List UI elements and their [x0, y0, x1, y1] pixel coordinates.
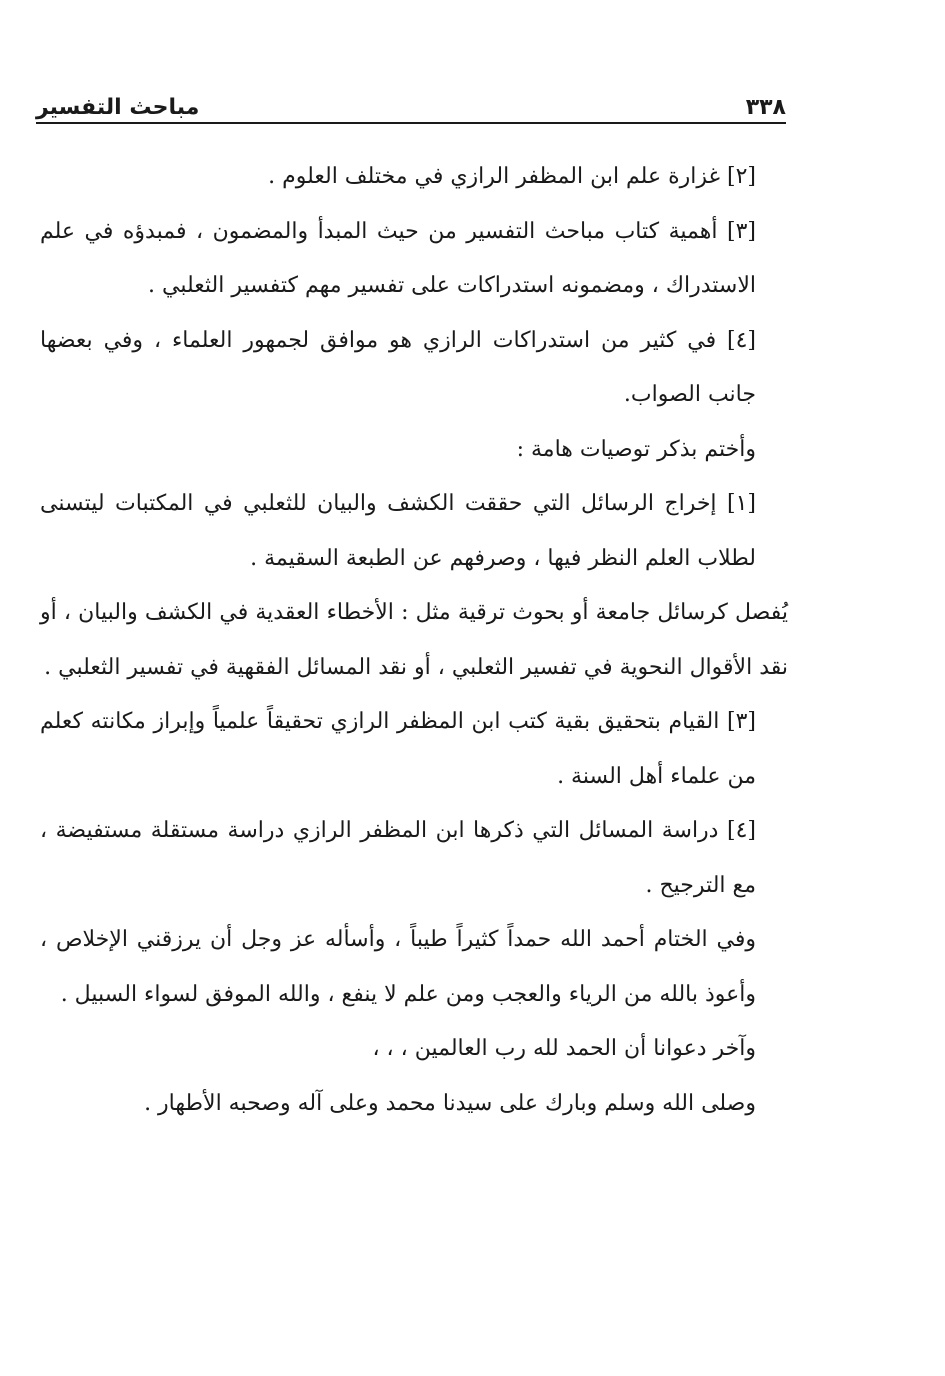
paragraph-recommendation-1: [١] إخراج الرسائل التي حققت الكشف والبيان للثعلبي في المكتبات ليتسنى لطلاب العلم النظر فيها ، وصرفهم عن الطبعة السقيمة . [40, 491, 756, 571]
page-number: ٣٣٨ [745, 95, 786, 120]
body-text [40, 150, 788, 1131]
paragraph-recommendations-intro: وأختم بذكر توصيات هامة : [516, 436, 756, 462]
paragraph-closing: وفي الختام أحمد الله حمداً كثيراً طيباً ، وأسأله عز وجل أن يرزقني الإخلاص ، وأعوذ بالله من الرياء والعجب ومن علم لا ينفع ، والله الموفق لسواء السبيل . [40, 927, 756, 1007]
book-title: مباحث التفسير [36, 95, 200, 120]
paragraph-conclusion-4: [٤] في كثير من استدراكات الرازي هو موافق لجمهور العلماء ، وفي بعضها جانب الصواب. [40, 327, 756, 407]
paragraph-recommendation-4: [٤] دراسة المسائل التي ذكرها ابن المظفر الرازي دراسة مستقلة مستفيضة ، مع الترجيح . [40, 818, 756, 898]
paragraph-conclusion-3: [٣] أهمية كتاب مباحث التفسير من حيث المبدأ والمضمون ، فمبدؤه في علم الاستدراك ، ومضمونه استدراكات على تفسير مهم كتفسير الثعلبي . [40, 218, 756, 298]
paragraph-recommendation-2: يُفصل كرسائل جامعة أو بحوث ترقية مثل : الأخطاء العقدية في الكشف والبيان ، أو نقد الأقوال النحوية في تفسير الثعلبي ، أو نقد المسائل الفقهية في تفسير الثعلبي . [40, 600, 788, 680]
running-header [36, 84, 786, 124]
paragraph-conclusion-2: [٢] غزارة علم ابن المظفر الرازي في مختلف العلوم . [268, 164, 756, 189]
paragraph-final-prayer: وآخر دعوانا أن الحمد لله رب العالمين ، ، ، [372, 1036, 756, 1061]
paragraph-recommendation-3: [٣] القيام بتحقيق بقية كتب ابن المظفر الرازي تحقيقاً علمياً وإبراز مكانته كعلم من علماء أهل السنة . [40, 709, 756, 789]
paragraph-blessing: وصلى الله وسلم وبارك على سيدنا محمد وعلى آله وصحبه الأطهار . [144, 1090, 756, 1116]
